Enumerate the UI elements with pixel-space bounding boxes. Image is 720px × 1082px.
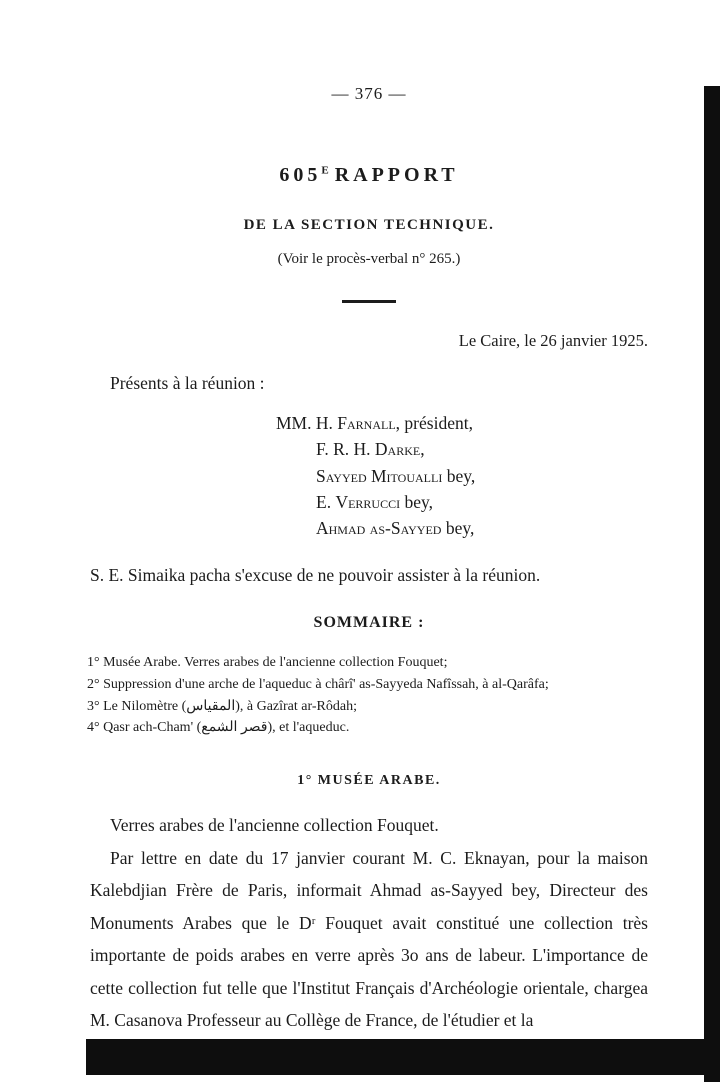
attendee-prefix: MM. H. [276, 413, 338, 433]
scan-edge-right [704, 86, 720, 1082]
attendee-name: Ahmad as-Sayyed [316, 518, 442, 538]
attendee-line [276, 515, 648, 541]
attendee-name: Farnall [337, 413, 396, 433]
report-word: RAPPORT [334, 164, 459, 186]
report-title [90, 164, 648, 187]
attendee-prefix: E. [316, 491, 336, 512]
attendees-list [276, 410, 648, 541]
attendee-suffix: bey, [442, 465, 476, 486]
paragraph-verres: Verres arabes de l'ancienne collection Fouquet. [110, 815, 439, 835]
proces-verbal-reference: (Voir le procès-verbal n° 265.) [277, 251, 461, 267]
divider-rule [342, 300, 396, 303]
sommaire-title: SOMMAIRE : [313, 614, 425, 632]
report-number-suffix: E [321, 164, 329, 177]
attendee-line [276, 410, 648, 436]
attendance-intro: Présents à la réunion : [110, 373, 265, 393]
attendee-name: Darke [374, 439, 421, 460]
attendee-line [276, 489, 648, 515]
attendee-line [276, 463, 648, 489]
sommaire-item: 4° Qasr ach-Cham' (قصر الشمع), et l'aqueduc. [87, 720, 350, 736]
excuse-note: S. E. Simaika pacha s'excuse de ne pouvoir assister à la réunion. [90, 565, 541, 586]
scan-edge-bottom [86, 1039, 720, 1075]
attendee-line [276, 436, 648, 462]
report-number: 605 [279, 164, 322, 186]
sommaire-item: 1° Musée Arabe. Verres arabes de l'ancienne collection Fouquet; [87, 655, 448, 671]
attendee-suffix: , [420, 439, 425, 460]
section-title: DE LA SECTION TECHNIQUE. [243, 217, 495, 233]
sommaire-list [87, 652, 648, 739]
sommaire-item: 2° Suppression d'une arche de l'aqueduc à chârî' as-Sayyeda Nafîssah, à al-Qarâfa; [87, 676, 549, 692]
dateline: Le Caire, le 26 janvier 1925. [458, 331, 648, 350]
musee-arabe-heading: 1° MUSÉE ARABE. [297, 773, 441, 788]
attendee-name: Verrucci [335, 491, 401, 512]
sommaire-item: 3° Le Nilomètre (المقياس), à Gazîrat ar-Rôdah; [87, 698, 357, 714]
paragraph-lettre: Par lettre en date du 17 janvier courant M. C. Eknayan, pour la maison Kalebdjian Frère de Paris, informait Ahmad as-Sayyed bey, Directeur des Monuments Arabes que le Dʳ Fouquet avait constitué une collection très importante de poids arabes en verre après 3o ans de labeur. L'importance de cette collection fut telle que l'Institut Français d'Archéologie orientale, chargea M. Casanova Professeur au Collège de France, de l'étudier et la [90, 847, 648, 1031]
attendee-suffix: bey, [441, 518, 475, 538]
attendee-suffix: bey, [400, 491, 433, 512]
attendee-name: Sayyed Mitoualli [316, 465, 443, 486]
page-number: — 376 — [331, 84, 407, 103]
attendee-prefix: F. R. H. [316, 439, 375, 460]
attendee-suffix: , président, [395, 413, 473, 433]
